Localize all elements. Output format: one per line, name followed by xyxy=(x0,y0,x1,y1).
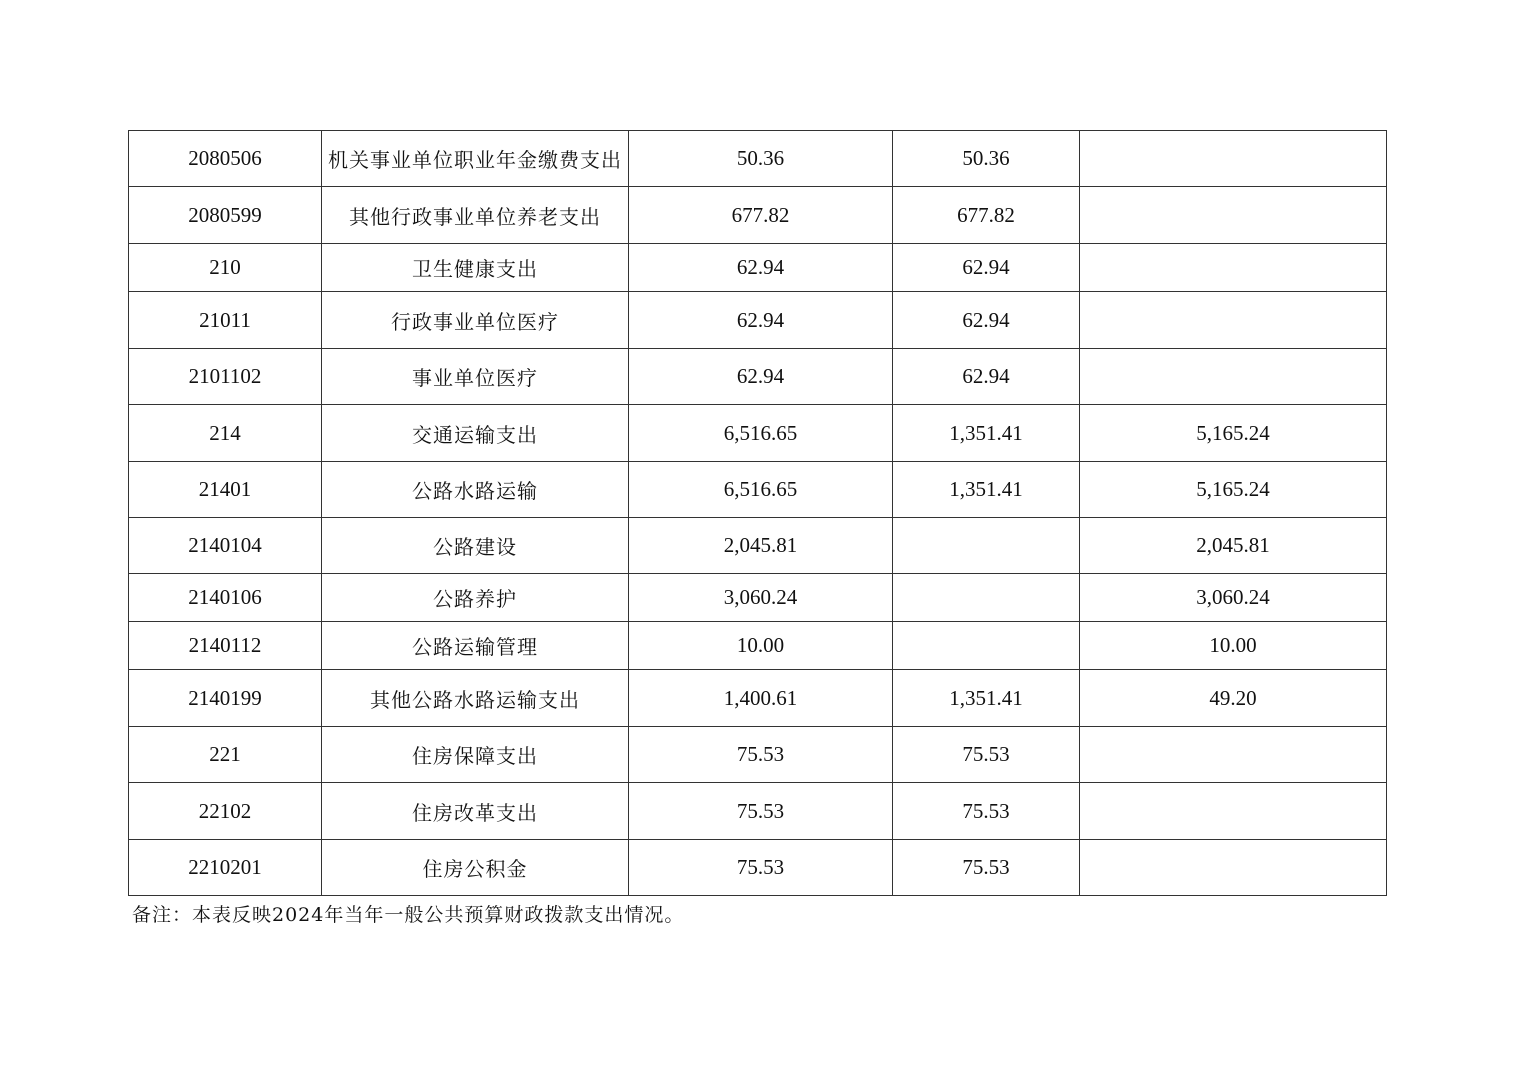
name-cell: 事业单位医疗 xyxy=(322,349,629,405)
table-row xyxy=(129,292,1387,349)
basic-cell: 75.53 xyxy=(893,783,1080,840)
project-cell xyxy=(1080,840,1387,896)
name-cell: 卫生健康支出 xyxy=(322,244,629,292)
code-cell: 2080599 xyxy=(129,187,322,244)
table-row xyxy=(129,462,1387,518)
name-cell: 住房改革支出 xyxy=(322,783,629,840)
basic-cell: 75.53 xyxy=(893,840,1080,896)
basic-cell: 62.94 xyxy=(893,349,1080,405)
name-cell: 其他公路水路运输支出 xyxy=(322,670,629,727)
total-cell: 6,516.65 xyxy=(629,405,893,462)
total-cell: 75.53 xyxy=(629,727,893,783)
table-row xyxy=(129,783,1387,840)
total-cell: 62.94 xyxy=(629,244,893,292)
code-cell: 2101102 xyxy=(129,349,322,405)
name-cell: 公路运输管理 xyxy=(322,622,629,670)
basic-cell xyxy=(893,622,1080,670)
project-cell: 5,165.24 xyxy=(1080,405,1387,462)
code-cell: 2140106 xyxy=(129,574,322,622)
project-cell xyxy=(1080,131,1387,187)
code-cell: 21011 xyxy=(129,292,322,349)
total-cell: 50.36 xyxy=(629,131,893,187)
total-cell: 3,060.24 xyxy=(629,574,893,622)
basic-cell: 1,351.41 xyxy=(893,462,1080,518)
name-cell: 住房公积金 xyxy=(322,840,629,896)
total-cell: 75.53 xyxy=(629,783,893,840)
basic-cell: 1,351.41 xyxy=(893,670,1080,727)
total-cell: 75.53 xyxy=(629,840,893,896)
name-cell: 机关事业单位职业年金缴费支出 xyxy=(322,131,629,187)
project-cell: 49.20 xyxy=(1080,670,1387,727)
name-cell: 公路水路运输 xyxy=(322,462,629,518)
code-cell: 210 xyxy=(129,244,322,292)
code-cell: 2140104 xyxy=(129,518,322,574)
basic-cell: 62.94 xyxy=(893,292,1080,349)
project-cell xyxy=(1080,292,1387,349)
name-cell: 行政事业单位医疗 xyxy=(322,292,629,349)
table-row xyxy=(129,244,1387,292)
code-cell: 2140112 xyxy=(129,622,322,670)
code-cell: 22102 xyxy=(129,783,322,840)
table-row xyxy=(129,405,1387,462)
project-cell xyxy=(1080,187,1387,244)
basic-cell: 50.36 xyxy=(893,131,1080,187)
footnote: 备注：本表反映2024年当年一般公共预算财政拨款支出情况。 xyxy=(132,904,685,926)
table-body xyxy=(129,131,1387,896)
project-cell: 10.00 xyxy=(1080,622,1387,670)
table-row xyxy=(129,131,1387,187)
code-cell: 2140199 xyxy=(129,670,322,727)
basic-cell: 1,351.41 xyxy=(893,405,1080,462)
project-cell xyxy=(1080,727,1387,783)
table-row xyxy=(129,622,1387,670)
total-cell: 62.94 xyxy=(629,292,893,349)
project-cell: 5,165.24 xyxy=(1080,462,1387,518)
basic-cell: 62.94 xyxy=(893,244,1080,292)
name-cell: 住房保障支出 xyxy=(322,727,629,783)
code-cell: 2080506 xyxy=(129,131,322,187)
basic-cell: 75.53 xyxy=(893,727,1080,783)
budget-table xyxy=(128,130,1387,896)
project-cell xyxy=(1080,783,1387,840)
table-row xyxy=(129,349,1387,405)
name-cell: 其他行政事业单位养老支出 xyxy=(322,187,629,244)
total-cell: 1,400.61 xyxy=(629,670,893,727)
table-row xyxy=(129,518,1387,574)
table-row xyxy=(129,574,1387,622)
project-cell: 3,060.24 xyxy=(1080,574,1387,622)
name-cell: 交通运输支出 xyxy=(322,405,629,462)
table-row xyxy=(129,840,1387,896)
name-cell: 公路养护 xyxy=(322,574,629,622)
project-cell xyxy=(1080,349,1387,405)
basic-cell xyxy=(893,518,1080,574)
total-cell: 2,045.81 xyxy=(629,518,893,574)
table-row xyxy=(129,727,1387,783)
total-cell: 10.00 xyxy=(629,622,893,670)
code-cell: 21401 xyxy=(129,462,322,518)
basic-cell: 677.82 xyxy=(893,187,1080,244)
code-cell: 2210201 xyxy=(129,840,322,896)
code-cell: 221 xyxy=(129,727,322,783)
table-row xyxy=(129,187,1387,244)
total-cell: 6,516.65 xyxy=(629,462,893,518)
total-cell: 677.82 xyxy=(629,187,893,244)
basic-cell xyxy=(893,574,1080,622)
project-cell: 2,045.81 xyxy=(1080,518,1387,574)
project-cell xyxy=(1080,244,1387,292)
total-cell: 62.94 xyxy=(629,349,893,405)
name-cell: 公路建设 xyxy=(322,518,629,574)
code-cell: 214 xyxy=(129,405,322,462)
table-row xyxy=(129,670,1387,727)
